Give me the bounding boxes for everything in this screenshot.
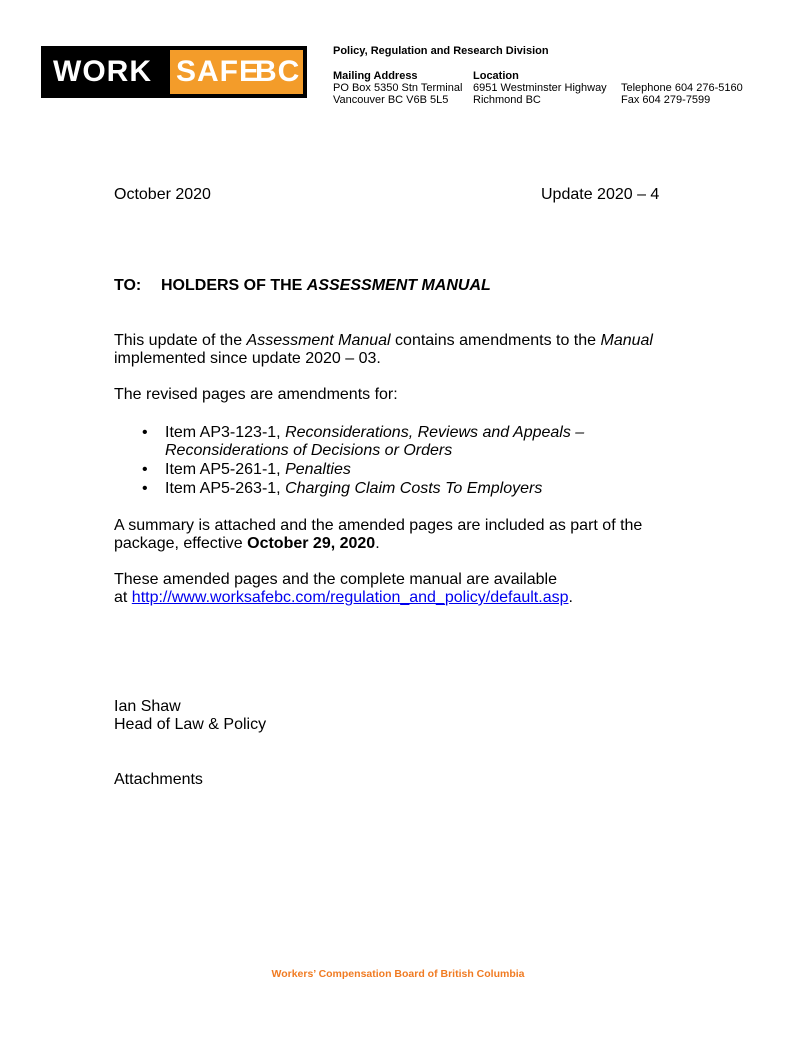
item-3-title: Charging Claim Costs To Employers [285, 480, 543, 497]
p4-period: . [568, 589, 573, 606]
to-text: HOLDERS OF THE [161, 277, 307, 294]
division-name: Policy, Regulation and Research Division [333, 45, 549, 57]
logo-word-work: WORK [53, 55, 152, 88]
p3-text-a: package, effective [114, 535, 248, 552]
location-line1: 6951 Westminster Highway [473, 82, 607, 94]
p1-text-c: contains amendments to the [390, 332, 601, 349]
to-label: TO: [114, 277, 142, 294]
paragraph-4-line1: These amended pages and the complete manual are available [114, 571, 557, 588]
mailing-heading: Mailing Address [333, 70, 418, 82]
logo-word-safe: SAFE [176, 55, 261, 88]
paragraph-3-line2 [114, 535, 380, 554]
effective-date: October 29, 2020 [247, 535, 376, 552]
item-2-title: Penalties [285, 461, 351, 478]
signatory-title: Head of Law & Policy [114, 716, 267, 733]
list-item [165, 480, 542, 499]
p4-text-a: at [114, 589, 132, 606]
to-manual-title: ASSESSMENT MANUAL [306, 277, 491, 294]
bullet-2-marker: • [142, 461, 148, 478]
paragraph-2: The revised pages are amendments for: [114, 386, 398, 403]
item-1-code: Item AP3-123-1, [165, 424, 286, 441]
item-3-code: Item AP5-263-1, [165, 480, 286, 497]
item-1-title: Reconsiderations, Reviews and Appeals – [285, 424, 585, 441]
p3-period: . [375, 535, 380, 552]
paragraph-1-line1 [114, 332, 653, 351]
logo-word-bc: BC [255, 55, 301, 88]
attachments-label: Attachments [114, 771, 203, 788]
to-recipient [161, 277, 491, 296]
telephone: Telephone 604 276-5160 [621, 82, 743, 94]
p1-manual-word: Manual [600, 332, 653, 349]
paragraph-1-line2: implemented since update 2020 – 03. [114, 350, 381, 367]
policy-link[interactable]: http://www.worksafebc.com/regulation_and_policy/default.asp [131, 589, 569, 606]
update-number: Update 2020 – 4 [541, 186, 660, 203]
item-1-title-line2: Reconsiderations of Decisions or Orders [165, 442, 453, 459]
letter-date: October 2020 [114, 186, 211, 203]
p1-manual-name: Assessment Manual [246, 332, 391, 349]
location-line2: Richmond BC [473, 94, 541, 106]
paragraph-3-line1: A summary is attached and the amended pages are included as part of the [114, 517, 643, 534]
footer-organization: Workers’ Compensation Board of British Columbia [271, 968, 525, 980]
item-2-code: Item AP5-261-1, [165, 461, 286, 478]
worksafebc-logo [41, 46, 307, 98]
bullet-1-marker: • [142, 424, 148, 441]
bullet-3-marker: • [142, 480, 148, 497]
location-heading: Location [473, 70, 519, 82]
fax: Fax 604 279-7599 [621, 94, 711, 106]
mailing-line1: PO Box 5350 Stn Terminal [333, 82, 463, 94]
list-item [165, 424, 584, 443]
paragraph-4-line2 [114, 589, 573, 608]
mailing-line2: Vancouver BC V6B 5L5 [333, 94, 449, 106]
list-item [165, 461, 351, 480]
signatory-name: Ian Shaw [114, 698, 181, 715]
p1-text-a: This update of the [114, 332, 247, 349]
